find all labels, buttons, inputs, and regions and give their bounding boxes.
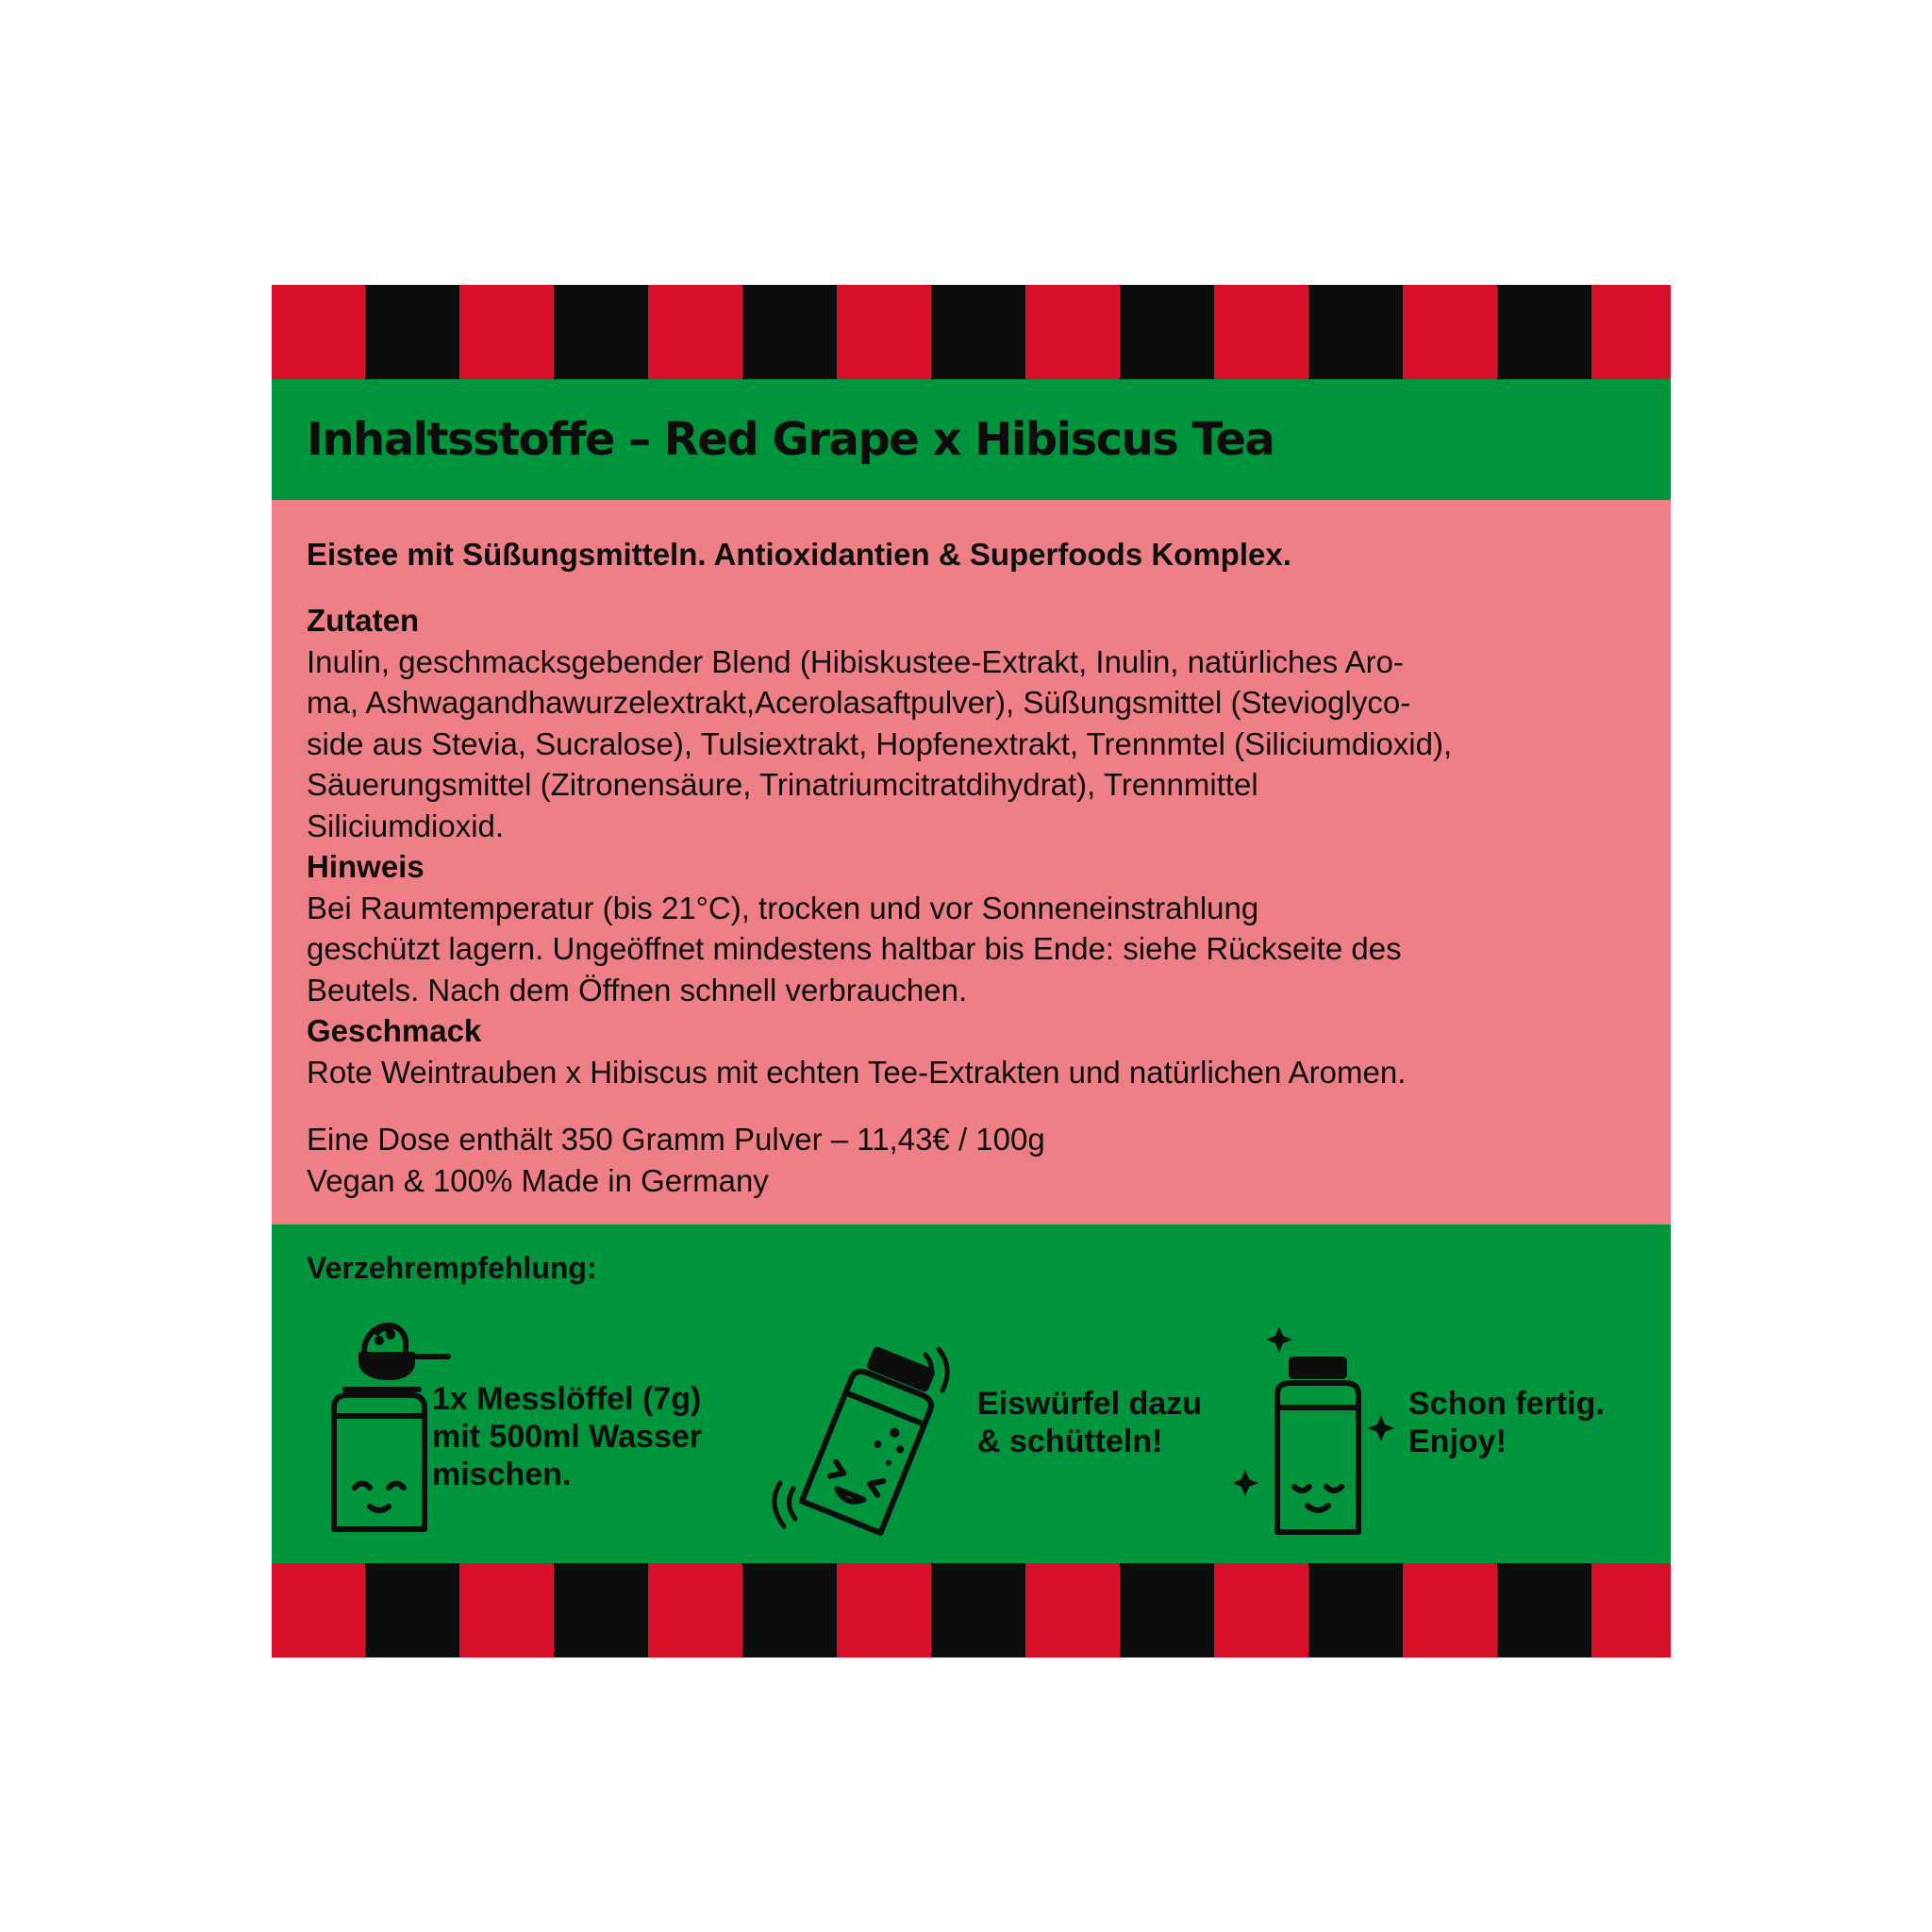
red-stripe: [272, 285, 365, 379]
black-stripe: [554, 1563, 648, 1657]
black-stripe: [1120, 1563, 1214, 1657]
step-3-line: Enjoy!: [1408, 1424, 1507, 1459]
hinweis-line: Beutels. Nach dem Öffnen schnell verbrauchen.: [307, 972, 968, 1008]
zutaten-line: side aus Stevia, Sucralose), Tulsiextrakt, Hopfenextrakt, Trennmtel (Siliciumdioxid),: [307, 725, 1453, 761]
geschmack-line: Rote Weintrauben x Hibiscus mit echten Tee-Extrakten und natürlichen Aromen.: [307, 1054, 1407, 1090]
black-stripe: [1497, 1563, 1591, 1657]
red-stripe: [1214, 285, 1308, 379]
hinweis-heading: Hinweis: [307, 849, 425, 884]
step-1-line: 1x Messlöffel (7g): [432, 1381, 702, 1417]
black-stripe: [1497, 285, 1591, 379]
black-stripe: [742, 1563, 837, 1657]
black-stripe: [931, 285, 1025, 379]
hinweis-line: Bei Raumtemperatur (bis 21°C), trocken und vor Sonneneinstrahlung: [307, 890, 1259, 925]
geschmack-heading: Geschmack: [307, 1013, 482, 1048]
bottom-stripe-border: [272, 1563, 1671, 1657]
zutaten-line: Siliciumdioxid.: [307, 808, 505, 843]
recommendation-panel: [272, 1224, 1671, 1563]
zutaten-heading: Zutaten: [307, 603, 420, 638]
black-stripe: [365, 1563, 459, 1657]
black-stripe: [1308, 1563, 1403, 1657]
red-stripe: [1591, 1563, 1671, 1657]
step-2-line: Eiswürfel dazu: [977, 1386, 1203, 1422]
black-stripe: [554, 285, 648, 379]
top-stripe-border: [272, 285, 1671, 379]
hinweis-section: [307, 846, 1651, 1010]
red-stripe: [459, 285, 554, 379]
red-stripe: [1025, 1563, 1120, 1657]
red-stripe: [1591, 285, 1671, 379]
red-stripe: [459, 1563, 554, 1657]
package-content-line: Eine Dose enthält 350 Gramm Pulver – 11,43€ / 100g: [307, 1122, 1045, 1157]
step-3-text: [1408, 1385, 1605, 1460]
sparkling-bottle-icon: [1234, 1326, 1394, 1539]
step-2-text: [977, 1385, 1202, 1460]
geschmack-section: [307, 1010, 1651, 1092]
red-stripe: [837, 1563, 931, 1657]
black-stripe: [742, 285, 837, 379]
page-title: Inhaltsstoffe – Red Grape x Hibiscus Tea: [307, 413, 1274, 466]
black-stripe: [1308, 285, 1403, 379]
black-stripe: [365, 285, 459, 379]
step-3-line: Schon fertig.: [1408, 1386, 1605, 1422]
red-stripe: [1403, 1563, 1497, 1657]
title-band: [272, 379, 1671, 500]
red-stripe: [1403, 285, 1497, 379]
step-1-line: mit 500ml Wasser: [432, 1419, 702, 1455]
hinweis-line: geschützt lagern. Ungeöffnet mindestens haltbar bis Ende: siehe Rückseite des: [307, 931, 1402, 966]
zutaten-line: Inulin, geschmacksgebender Blend (Hibiskustee-Extrakt, Inulin, natürliches Aro-: [307, 643, 1404, 679]
product-description: Eistee mit Süßungsmitteln. Antioxidantien & Superfoods Komplex.: [307, 537, 1291, 572]
red-stripe: [648, 1563, 742, 1657]
red-stripe: [272, 1563, 365, 1657]
red-stripe: [837, 285, 931, 379]
shaking-bottle-icon: [767, 1347, 965, 1536]
vegan-made-in-germany-line: Vegan & 100% Made in Germany: [307, 1162, 769, 1198]
recommendation-heading: Verzehrempfehlung:: [307, 1251, 597, 1285]
step-1-text: [432, 1380, 702, 1493]
zutaten-section: [307, 600, 1651, 846]
black-stripe: [931, 1563, 1025, 1657]
zutaten-line: Säuerungsmittel (Zitronensäure, Trinatriumcitratdihydrat), Trennmittel: [307, 767, 1258, 802]
zutaten-line: ma, Ashwagandhawurzelextrakt,Acerolasaftpulver), Süßungsmittel (Stevioglyco-: [307, 685, 1411, 720]
package-info: [307, 1119, 1651, 1201]
red-stripe: [648, 285, 742, 379]
ingredients-card: [272, 285, 1671, 1657]
step-2-line: & schütteln!: [977, 1424, 1163, 1459]
ingredients-panel: [272, 500, 1671, 1224]
step-1-line: mischen.: [432, 1457, 572, 1492]
red-stripe: [1025, 285, 1120, 379]
red-stripe: [1214, 1563, 1308, 1657]
black-stripe: [1120, 285, 1214, 379]
